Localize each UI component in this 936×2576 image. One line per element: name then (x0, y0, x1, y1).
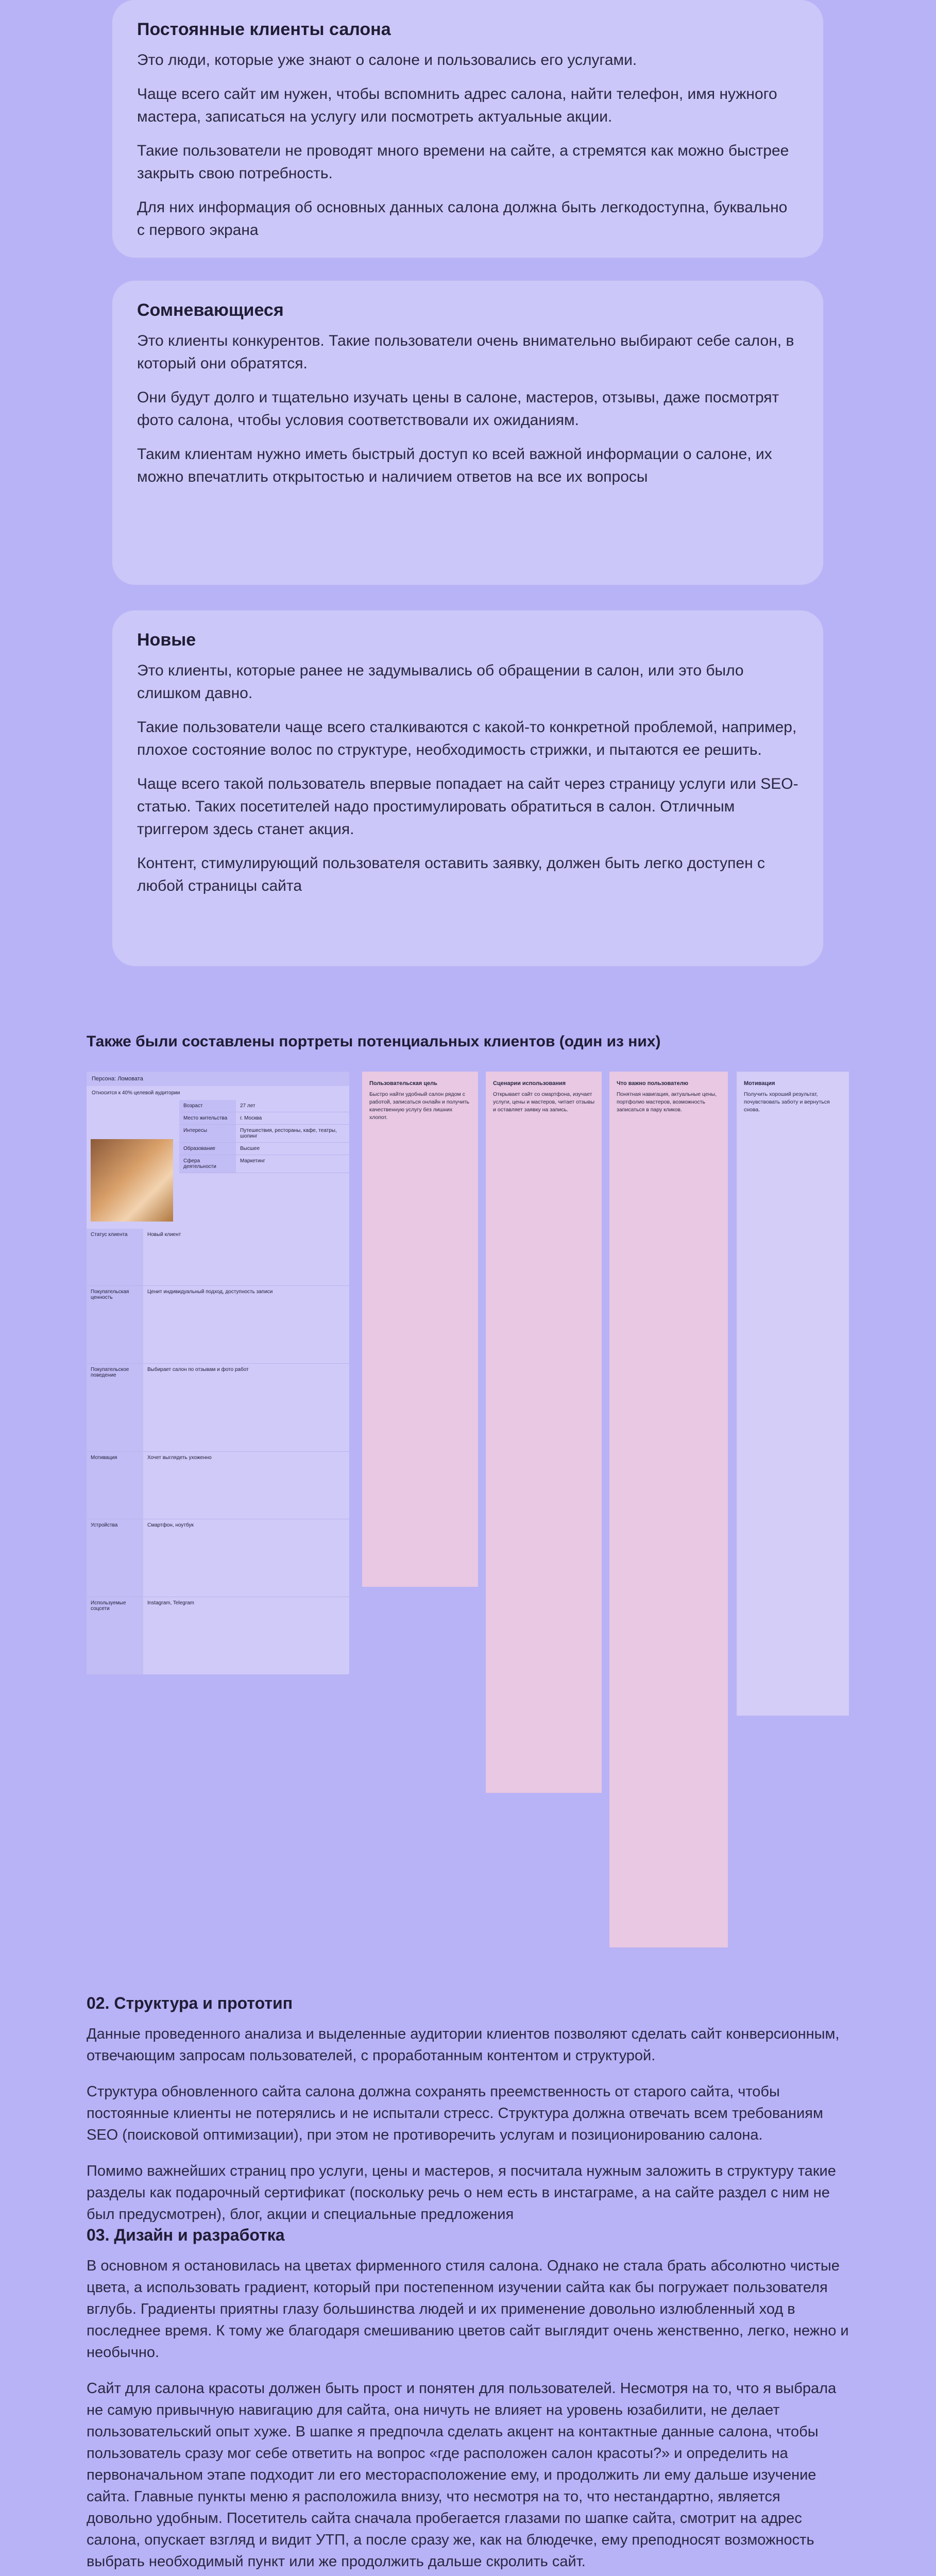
persona-row: Место жительства г. Москва (179, 1112, 349, 1125)
persona-row: Покупательское поведение Выбирает салон по отзывам и фото работ (87, 1364, 349, 1452)
card-paragraph: Это клиенты, которые ранее не задумывались об обращении в салон, или это было слишком давно. (137, 662, 744, 702)
section-paragraph: В основном я остановилась на цветах фирменного стиля салона. Однако не стала брать абсолютно чистые цвета, а использовать градиент, который при постепенном изучении сайта как бы погружает пользователя вглубь. Градиенты приятны глазу большинства людей и их применение довольно излюбленный ход в последнее время. К тому же благодаря смешиванию цветов сайт выглядит очень женственно, легко, нежно и необычно. (87, 2258, 849, 2361)
card-paragraph: Такие пользователи не проводят много времени на сайте, а стремятся как можно быстрее закрыть свою потребность. (137, 142, 789, 182)
persona-avatar (91, 1139, 173, 1222)
persona-goal-column: Пользовательская цель Быстро найти удобный салон рядом с работой, записаться онлайн и получить качественную услугу без лишних хлопот. (362, 1072, 478, 1587)
section-paragraph: Структура обновленного сайта салона должна сохранять преемственность от старого сайта, чтобы постоянные клиенты не потерялись и не испытали стресс. Структура должна отвечать всем требованиям SEO (поисковой оптимизации), при этом не противоречить услугам и позиционированию салона. (87, 2083, 823, 2143)
card-paragraph: Контент, стимулирующий пользователя оставить заявку, должен быть легко доступен с любой страницы сайта (137, 855, 765, 894)
persona-row: Используемые соцсети Instagram, Telegram (87, 1597, 349, 1675)
section-structure (87, 1994, 849, 2240)
section-paragraph: Данные проведенного анализа и выделенные аудитории клиентов позволяют сделать сайт конверсионным, отвечающим запросам пользователей, с проработанным контентом и структурой. (87, 2026, 840, 2064)
persona-row: Возраст 27 лет (179, 1100, 349, 1112)
personas-title: Также были составлены портреты потенциальных клиентов (один из них) (87, 1033, 661, 1050)
persona-board (87, 1072, 849, 1947)
section-title: 03. Дизайн и разработка (87, 2226, 285, 2244)
card-paragraph: Таким клиентам нужно иметь быстрый доступ ко всей важной информации о салоне, их можно впечатлить открытостью и наличием ответов на все их вопросы (137, 446, 772, 485)
persona-row: Мотивация Хочет выглядеть ухоженно (87, 1452, 349, 1519)
persona-table (87, 1072, 349, 1675)
card-title: Постоянные клиенты салона (137, 20, 391, 39)
persona-motivation-column: Мотивация Получить хороший результат, почувствовать заботу и вернуться снова. (737, 1072, 849, 1716)
persona-subtitle: Относится к 40% целевой аудитории (92, 1090, 180, 1096)
section-design (87, 2226, 849, 2576)
card-title: Новые (137, 630, 196, 650)
card-new-clients (112, 611, 823, 966)
card-paragraph: Такие пользователи чаще всего сталкиваются с какой-то конкретной проблемой, например, плохое состояние волос по структуре, необходимость стрижки, и пытаются ее решить. (137, 719, 797, 758)
persona-row: Сфера деятельности Маркетинг (179, 1155, 349, 1173)
card-regular-clients (112, 0, 823, 258)
card-paragraph: Чаще всего такой пользователь впервые попадает на сайт через страницу услуги или SEO-статью. Таких посетителей надо простимулировать обратиться в салон. Отличным триггером здесь станет акция. (137, 775, 798, 838)
persona-row: Устройства Смартфон, ноутбук (87, 1519, 349, 1597)
card-paragraph: Это клиенты конкурентов. Такие пользователи очень внимательно выбирают себе салон, в который они обратятся. (137, 332, 794, 372)
card-paragraph: Чаще всего сайт им нужен, чтобы вспомнить адрес салона, найти телефон, имя нужного мастера, записаться на услугу или посмотреть актуальные акции. (137, 86, 777, 125)
card-doubting-clients (112, 281, 823, 585)
card-paragraph: Это люди, которые уже знают о салоне и пользовались его услугами. (137, 52, 637, 69)
section-paragraph: Сайт для салона красоты должен быть прост и понятен для пользователей. Несмотря на то, что я выбрала не самую привычную навигацию для сайта, она ничуть не влияет на уровень юзабилити, не делает пользовательский опыт хуже. В шапке я предпочла сделать акцент на контактные данные салона, чтобы пользователь сразу мог себе ответить на вопрос «где расположен салон красоты?» и определить на первоначальном этапе подходит ли его месторасположение ему, и продолжить ли ему дальше изучение сайта. Главные пункты меню я расположила внизу, что несмотря на то, что нестандартно, является довольно удобным. Посетитель сайта сначала пробегается глазами по шапке сайта, смотрит на адрес салона, опускает взгляд и видит УТП, а после сразу же, как на блюдечке, ему преподносят возможность выбрать необходимый пункт или же продолжить дальше скролить сайт. (87, 2380, 837, 2570)
section-title: 02. Структура и прототип (87, 1994, 293, 2012)
persona-photo-area (87, 1100, 349, 1229)
persona-row: Статус клиента Новый клиент (87, 1229, 349, 1286)
persona-scenarios-column: Сценарии использования Открывает сайт со смартфона, изучает услуги, цены и мастеров, читает отзывы и оставляет заявку на запись. (486, 1072, 602, 1793)
persona-row: Образование Высшее (179, 1143, 349, 1155)
persona-row: Интересы Путешествия, рестораны, кафе, театры, шопинг (179, 1125, 349, 1143)
persona-needs-column: Что важно пользователю Понятная навигация, актуальные цены, портфолио мастеров, возможность записаться в пару кликов. (609, 1072, 728, 1947)
card-paragraph: Для них информация об основных данных салона должна быть легкодоступна, буквально с первого экрана (137, 199, 788, 239)
card-paragraph: Они будут долго и тщательно изучать цены в салоне, мастеров, отзывы, даже посмотрят фото салона, чтобы условия соответствовали их ожиданиям. (137, 389, 779, 429)
persona-name: Персона: Ломовата (87, 1072, 349, 1086)
persona-row: Покупательская ценность Ценит индивидуальный подход, доступность записи (87, 1286, 349, 1364)
card-title: Сомневающиеся (137, 300, 284, 320)
section-paragraph: Помимо важнейших страниц про услуги, цены и мастеров, я посчитала нужным заложить в структуру такие разделы как подарочный сертификат (поскольку речь о нем есть в инстаграме, а на сайте раздел с ним не был предусмотрен), блог, акции и специальные предложения (87, 2163, 836, 2223)
persona-rows-top (179, 1100, 349, 1173)
